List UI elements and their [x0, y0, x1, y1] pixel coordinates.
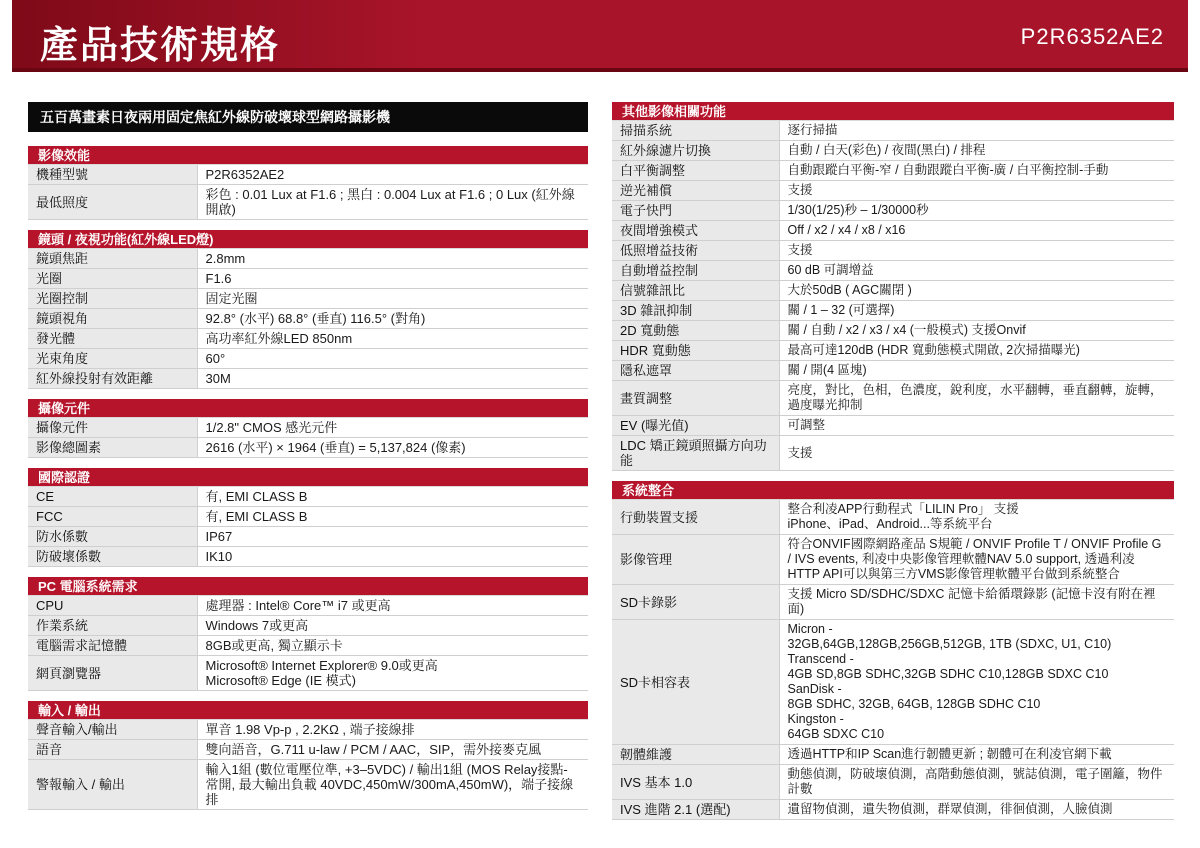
right-spec-sections: [612, 102, 1174, 820]
spec-value: 30M: [197, 369, 588, 389]
spec-label: IVS 進階 2.1 (選配): [612, 800, 779, 820]
spec-label: 行動裝置支援: [612, 500, 779, 535]
spec-table: [28, 720, 588, 810]
spec-value: 支援 Micro SD/SDHC/SDXC 記憶卡給循環錄影 (記憶卡沒有附在裡面): [779, 585, 1174, 620]
spec-value: 自動跟蹤白平衡-窄 / 自動跟蹤白平衡-廣 / 白平衡控制-手動: [779, 161, 1174, 181]
spec-label: 鏡頭焦距: [28, 249, 197, 269]
spec-value: 最高可達120dB (HDR 寬動態模式開啟, 2次掃描曝光): [779, 341, 1174, 361]
spec-label: 光束角度: [28, 349, 197, 369]
spec-label: 光圈: [28, 269, 197, 289]
spec-row: [612, 500, 1174, 535]
section-heading: 輸入 / 輸出: [28, 701, 588, 720]
spec-row: [612, 765, 1174, 800]
spec-row: [28, 720, 588, 740]
spec-row: [28, 185, 588, 220]
spec-value: 1/2.8" CMOS 感光元件: [197, 418, 588, 438]
spec-row: [612, 201, 1174, 221]
spec-label: 韌體維護: [612, 745, 779, 765]
section-heading: 國際認證: [28, 468, 588, 487]
spec-label: 光圈控制: [28, 289, 197, 309]
spec-value: 逐行掃描: [779, 121, 1174, 141]
spec-row: [612, 221, 1174, 241]
spec-row: [28, 636, 588, 656]
spec-label: 聲音輸入/輸出: [28, 720, 197, 740]
spec-label: LDC 矯正鏡頭照攝方向功能: [612, 436, 779, 471]
spec-label: 2D 寬動態: [612, 321, 779, 341]
spec-table: [612, 121, 1174, 471]
spec-value: IK10: [197, 547, 588, 567]
spec-label: 畫質調整: [612, 381, 779, 416]
spec-value: 8GB或更高, 獨立顯示卡: [197, 636, 588, 656]
spec-value: 動態偵測，防破壞偵測，高階動態偵測，號誌偵測，電子圍籬，物件計數: [779, 765, 1174, 800]
spec-label: 逆光補償: [612, 181, 779, 201]
spec-label: 最低照度: [28, 185, 197, 220]
spec-label: 鏡頭視角: [28, 309, 197, 329]
spec-value: 自動 / 白天(彩色) / 夜間(黑白) / 排程: [779, 141, 1174, 161]
spec-value: 支援: [779, 181, 1174, 201]
spec-row: [612, 416, 1174, 436]
spec-value: 60 dB 可調增益: [779, 261, 1174, 281]
spec-value: IP67: [197, 527, 588, 547]
spec-table: [28, 418, 588, 458]
page-header: [12, 0, 1188, 72]
spec-row: [612, 341, 1174, 361]
section-heading: 系統整合: [612, 481, 1174, 500]
spec-value: F1.6: [197, 269, 588, 289]
spec-row: [28, 289, 588, 309]
spec-row: [612, 161, 1174, 181]
spec-row: [28, 309, 588, 329]
spec-label: 白平衡調整: [612, 161, 779, 181]
spec-value: 輸入1組 (數位電壓位準, +3–5VDC) / 輸出1組 (MOS Relay接點-常開, 最大輸出負載 40VDC,450mW/300mA,450mW)，端子接線排: [197, 760, 588, 810]
spec-label: 自動增益控制: [612, 261, 779, 281]
spec-row: [612, 121, 1174, 141]
spec-row: [612, 800, 1174, 820]
spec-value: 透過HTTP和IP Scan進行韌體更新 ; 韌體可在利凌官網下載: [779, 745, 1174, 765]
spec-row: [612, 361, 1174, 381]
spec-section: [28, 468, 588, 567]
spec-row: [612, 620, 1174, 745]
spec-section: [28, 399, 588, 458]
spec-label: 紅外線投射有效距離: [28, 369, 197, 389]
spec-label: 攝像元件: [28, 418, 197, 438]
spec-value: 彩色 : 0.01 Lux at F1.6 ; 黑白 : 0.004 Lux at F1.6 ; 0 Lux (紅外線開啟): [197, 185, 588, 220]
spec-label: 防水係數: [28, 527, 197, 547]
left-spec-sections: [28, 146, 588, 810]
spec-label: 低照增益技術: [612, 241, 779, 261]
spec-row: [612, 141, 1174, 161]
spec-label: 3D 雜訊抑制: [612, 301, 779, 321]
spec-row: [612, 381, 1174, 416]
left-column: [28, 102, 588, 820]
spec-value: 單音 1.98 Vp-p , 2.2KΩ , 端子接線排: [197, 720, 588, 740]
spec-value: 支援: [779, 436, 1174, 471]
spec-label: CE: [28, 487, 197, 507]
spec-label: 機種型號: [28, 165, 197, 185]
model-number: P2R6352AE2: [1020, 24, 1164, 49]
spec-value: 符合ONVIF國際網路產品 S規範 / ONVIF Profile T / ONVIF Profile G / IVS events, 利凌中央影像管理軟體NAV 5.0 support, 透過利凌HTTP API可以與第三方VMS影像管理軟體平台做到系統整合: [779, 535, 1174, 585]
spec-row: [612, 281, 1174, 301]
spec-label: FCC: [28, 507, 197, 527]
spec-row: [28, 740, 588, 760]
spec-value: 關 / 開(4 區塊): [779, 361, 1174, 381]
spec-value: Microsoft® Internet Explorer® 9.0或更高 Microsoft® Edge (IE 模式): [197, 656, 588, 691]
spec-label: CPU: [28, 596, 197, 616]
spec-row: [28, 656, 588, 691]
right-column: [612, 102, 1174, 830]
spec-row: [612, 436, 1174, 471]
spec-label: SD卡錄影: [612, 585, 779, 620]
spec-value: 遺留物偵測，遺失物偵測，群眾偵測，徘徊偵測，人臉偵測: [779, 800, 1174, 820]
page-title: 產品技術規格: [40, 23, 281, 67]
spec-row: [612, 241, 1174, 261]
spec-label: 作業系統: [28, 616, 197, 636]
spec-row: [28, 616, 588, 636]
spec-value: 有, EMI CLASS B: [197, 487, 588, 507]
spec-row: [28, 547, 588, 567]
spec-row: [612, 181, 1174, 201]
spec-value: 2616 (水平) × 1964 (垂直) = 5,137,824 (像素): [197, 438, 588, 458]
spec-row: [612, 301, 1174, 321]
spec-label: 隱私遮罩: [612, 361, 779, 381]
spec-label: 電腦需求記憶體: [28, 636, 197, 656]
spec-section: [28, 701, 588, 810]
spec-row: [28, 369, 588, 389]
spec-row: [612, 321, 1174, 341]
spec-row: [612, 585, 1174, 620]
spec-section: [612, 481, 1174, 820]
spec-row: [28, 527, 588, 547]
spec-row: [28, 349, 588, 369]
spec-label: 紅外線濾片切換: [612, 141, 779, 161]
spec-value: 關 / 自動 / x2 / x3 / x4 (一般模式) 支援Onvif: [779, 321, 1174, 341]
spec-value: 有, EMI CLASS B: [197, 507, 588, 527]
spec-value: 整合利凌APP行動程式「LILIN Pro」 支援 iPhone、iPad、Android...等系統平台: [779, 500, 1174, 535]
spec-label: 信號雜訊比: [612, 281, 779, 301]
spec-section: [28, 230, 588, 389]
spec-row: [612, 745, 1174, 765]
spec-table: [28, 487, 588, 567]
spec-table: [28, 596, 588, 691]
spec-section: [28, 146, 588, 220]
spec-row: [612, 261, 1174, 281]
spec-value: 60°: [197, 349, 588, 369]
spec-row: [28, 269, 588, 289]
spec-value: 雙向語音，G.711 u-law / PCM / AAC，SIP，需外接麥克風: [197, 740, 588, 760]
spec-section: [28, 577, 588, 691]
spec-value: 2.8mm: [197, 249, 588, 269]
spec-row: [28, 507, 588, 527]
spec-label: SD卡相容表: [612, 620, 779, 745]
spec-value: Off / x2 / x4 / x8 / x16: [779, 221, 1174, 241]
spec-value: 亮度，對比，色相，色濃度，銳利度，水平翻轉，垂直翻轉，旋轉，過度曝光抑制: [779, 381, 1174, 416]
spec-row: [28, 487, 588, 507]
spec-label: 警報輸入 / 輸出: [28, 760, 197, 810]
spec-value: 高功率紅外線LED 850nm: [197, 329, 588, 349]
spec-label: 電子快門: [612, 201, 779, 221]
spec-row: [28, 760, 588, 810]
spec-label: EV (曝光值): [612, 416, 779, 436]
spec-value: Micron - 32GB,64GB,128GB,256GB,512GB, 1TB (SDXC, U1, C10) Transcend - 4GB SD,8GB SDHC,32GB SDHC C10,128GB SDXC C10 SanDisk - 8GB SDHC, 32GB, 64GB, 128GB SDHC C10 Kingston - 64GB SDXC C10: [779, 620, 1174, 745]
spec-row: [28, 165, 588, 185]
spec-row: [28, 596, 588, 616]
spec-label: 網頁瀏覽器: [28, 656, 197, 691]
product-title: 五百萬畫素日夜兩用固定焦紅外線防破壞球型網路攝影機: [28, 102, 588, 132]
section-heading: 其他影像相關功能: [612, 102, 1174, 121]
spec-row: [28, 329, 588, 349]
spec-row: [28, 418, 588, 438]
spec-value: 大於50dB ( AGC關閉 ): [779, 281, 1174, 301]
spec-label: 發光體: [28, 329, 197, 349]
spec-value: 關 / 1 – 32 (可選擇): [779, 301, 1174, 321]
spec-value: 處理器 : Intel® Core™ i7 或更高: [197, 596, 588, 616]
section-heading: PC 電腦系統需求: [28, 577, 588, 596]
spec-label: 影像總圖素: [28, 438, 197, 458]
spec-value: 支援: [779, 241, 1174, 261]
spec-value: 1/30(1/25)秒 – 1/30000秒: [779, 201, 1174, 221]
spec-table: [28, 249, 588, 389]
section-heading: 鏡頭 / 夜視功能(紅外線LED燈): [28, 230, 588, 249]
spec-table: [612, 500, 1174, 820]
spec-row: [612, 535, 1174, 585]
section-heading: 影像效能: [28, 146, 588, 165]
spec-label: 夜間增強模式: [612, 221, 779, 241]
spec-row: [28, 249, 588, 269]
spec-label: IVS 基本 1.0: [612, 765, 779, 800]
spec-value: Windows 7或更高: [197, 616, 588, 636]
section-heading: 攝像元件: [28, 399, 588, 418]
spec-label: HDR 寬動態: [612, 341, 779, 361]
spec-section: [612, 102, 1174, 471]
spec-value: 固定光圈: [197, 289, 588, 309]
spec-value: 可調整: [779, 416, 1174, 436]
spec-value: P2R6352AE2: [197, 165, 588, 185]
spec-row: [28, 438, 588, 458]
spec-label: 掃描系統: [612, 121, 779, 141]
spec-table: [28, 165, 588, 220]
spec-label: 語音: [28, 740, 197, 760]
spec-value: 92.8° (水平) 68.8° (垂直) 116.5° (對角): [197, 309, 588, 329]
spec-label: 防破壞係數: [28, 547, 197, 567]
spec-label: 影像管理: [612, 535, 779, 585]
